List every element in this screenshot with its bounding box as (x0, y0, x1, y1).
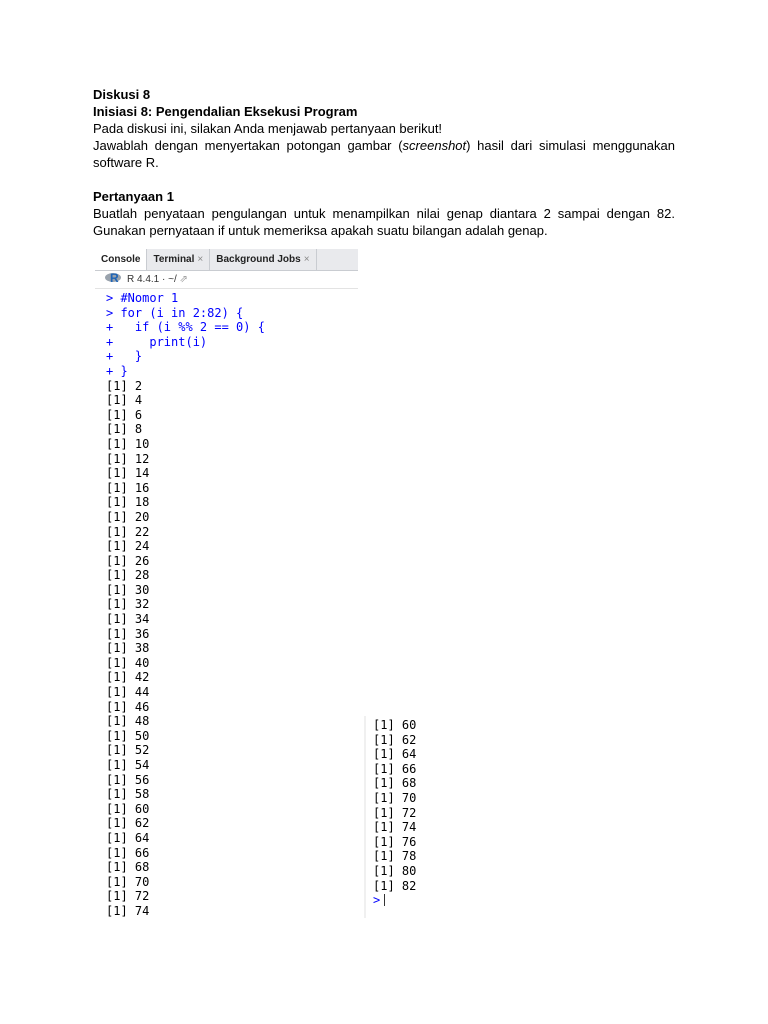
output-line: [1] 6 (106, 407, 143, 422)
output-line: [1] 66 (373, 761, 417, 776)
share-arrow-icon[interactable]: ⇗ (179, 274, 188, 285)
tab-console[interactable] (95, 249, 147, 270)
output-line: [1] 52 (106, 743, 150, 758)
output-line: [1] 62 (373, 732, 417, 747)
output-line: [1] 58 (106, 787, 150, 802)
output-line: [1] 32 (106, 597, 150, 612)
tab-terminal[interactable] (147, 249, 210, 270)
output-line: [1] 18 (106, 495, 150, 510)
output-line: [1] 16 (106, 480, 150, 495)
output-line: [1] 50 (106, 728, 150, 743)
code-line: + } (106, 363, 128, 378)
output-line: [1] 24 (106, 539, 150, 554)
output-line: [1] 74 (373, 820, 417, 835)
output-line: [1] 82 (373, 878, 417, 893)
tab-close-icon[interactable]: × (303, 254, 310, 265)
code-line: + } (106, 349, 143, 364)
console-tabbar (95, 249, 358, 271)
instruction-after: ) hasil dari simulasi menggunakan software R. (93, 138, 675, 170)
output-line: [1] 26 (106, 553, 150, 568)
instruction-text (93, 137, 675, 171)
output-line: [1] 48 (106, 714, 150, 729)
output-line: [1] 42 (106, 670, 150, 685)
prompt-symbol: > (373, 893, 381, 908)
output-line: [1] 14 (106, 466, 150, 481)
output-line: [1] 70 (373, 790, 417, 805)
output-line: [1] 56 (106, 772, 150, 787)
question-text: Buatlah penyataan pengulangan untuk menampilkan nilai genap diantara 2 sampai dengan 82. Gunakan pernyataan if untuk memeriksa apakah suatu bilangan adalah genap. (93, 206, 675, 238)
output-line: [1] 36 (106, 626, 150, 641)
console-prompt[interactable] (373, 893, 426, 908)
tab-background-jobs[interactable] (210, 249, 316, 270)
output-line: [1] 2 (106, 378, 143, 393)
output-line: [1] 64 (106, 830, 150, 845)
intro-text: Pada diskusi ini, silakan Anda menjawab pertanyaan berikut! (93, 121, 443, 136)
output-line: [1] 68 (106, 860, 150, 875)
output-line: [1] 54 (106, 758, 150, 772)
question-heading: Pertanyaan 1 (93, 189, 174, 204)
output-line: [1] 76 (373, 834, 417, 849)
output-line: [1] 64 (373, 747, 417, 762)
text-caret (384, 894, 385, 906)
document-subtitle: Inisiasi 8: Pengendalian Eksekusi Program (93, 104, 358, 119)
output-line: [1] 10 (106, 436, 150, 451)
output-line: [1] 40 (106, 655, 150, 670)
output-line: [1] 34 (106, 612, 150, 627)
code-line: > for (i in 2:82) { (106, 305, 244, 320)
instruction-italic: screenshot (402, 138, 467, 153)
console-output (95, 289, 358, 919)
console-pathbar (95, 271, 358, 289)
instruction-before: Jawablah dengan menyertakan potongan gambar ( (93, 138, 403, 153)
output-line: [1] 4 (106, 393, 143, 408)
console-screenshot-2 (364, 716, 426, 918)
output-line: [1] 44 (106, 685, 150, 700)
console-screenshot-1 (95, 249, 358, 919)
output-line: [1] 28 (106, 568, 150, 583)
output-line: [1] 74 (106, 903, 150, 918)
output-line: [1] 12 (106, 451, 150, 466)
r-logo-icon: R (105, 272, 123, 284)
r-version-path: R 4.4.1 · ~/ (127, 274, 177, 285)
output-line: [1] 60 (373, 718, 417, 732)
output-line: [1] 62 (106, 816, 150, 831)
output-line: [1] 60 (106, 801, 150, 816)
output-line: [1] 72 (373, 805, 417, 820)
output-line: [1] 46 (106, 699, 150, 714)
output-line: [1] 8 (106, 422, 143, 437)
output-line: [1] 68 (373, 776, 417, 791)
output-line: [1] 72 (106, 889, 150, 904)
output-line: [1] 20 (106, 509, 150, 524)
tab-label: Terminal (153, 254, 195, 265)
output-line: [1] 78 (373, 849, 417, 864)
output-line: [1] 66 (106, 845, 150, 860)
document-title: Diskusi 8 (93, 87, 151, 102)
tab-label: Console (101, 254, 141, 265)
output-line: [1] 30 (106, 582, 150, 597)
output-line: [1] 70 (106, 874, 150, 889)
tab-label: Background Jobs (216, 254, 301, 265)
output-line: [1] 38 (106, 641, 150, 656)
document-body (93, 86, 675, 239)
output-line: [1] 22 (106, 524, 150, 539)
output-line: [1] 80 (373, 863, 417, 878)
code-line: + if (i %% 2 == 0) { (106, 320, 265, 335)
code-line: > #Nomor 1 (106, 291, 179, 305)
tab-close-icon[interactable]: × (197, 254, 204, 265)
console-output-continued (366, 716, 426, 908)
code-line: + print(i) (106, 334, 208, 349)
